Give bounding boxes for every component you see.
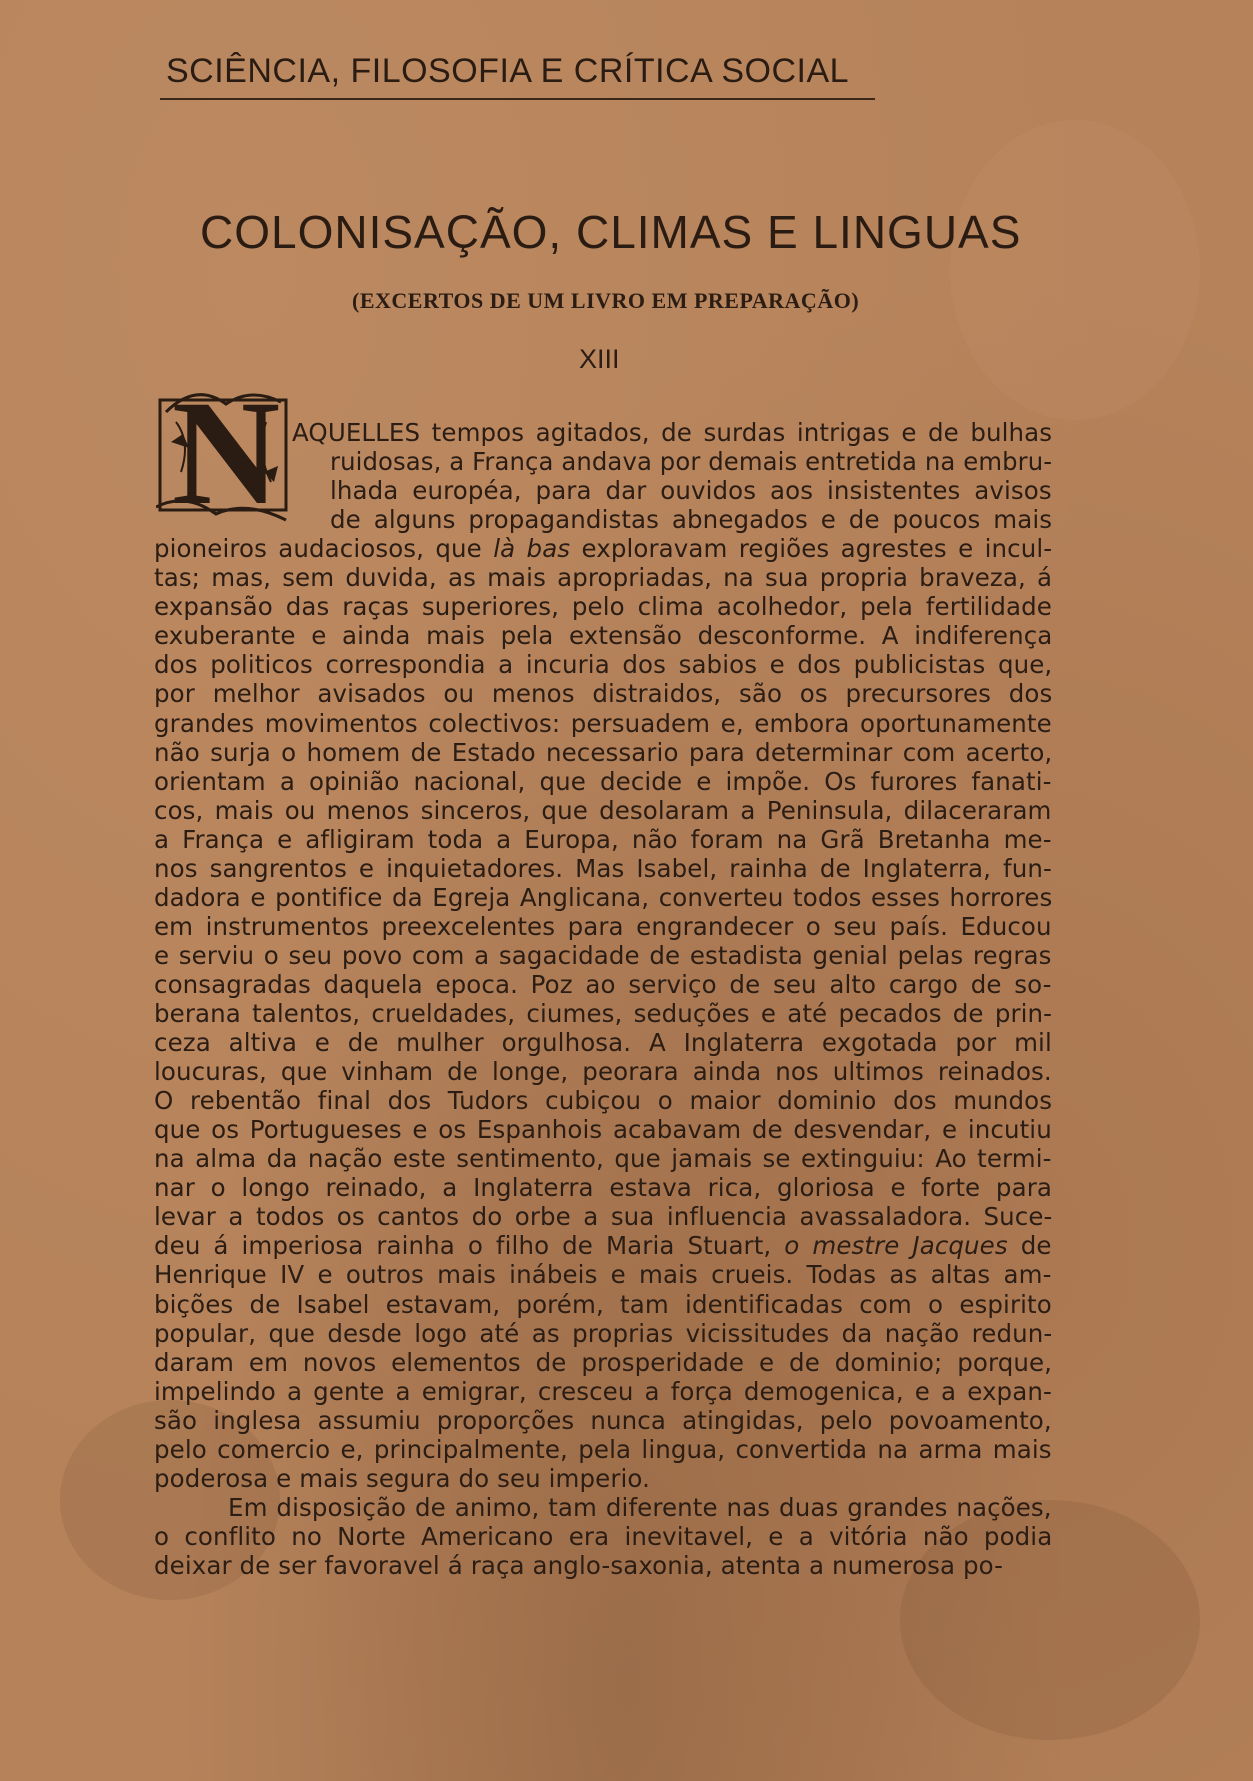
text-line: que os Portugueses e os Espanhois acabavam de desvendar, e incutiu xyxy=(154,1115,1052,1145)
text-line: O rebentão final dos Tudors cubiçou o maior dominio dos mundos xyxy=(154,1086,1053,1116)
text-line: Em disposição de animo, tam diferente nas duas grandes nações, xyxy=(228,1492,1052,1522)
text-line: lhada européa, para dar ouvidos aos insistentes avisos xyxy=(330,476,1052,506)
text-line: Henrique IV e outros mais inábeis e mais crueis. Todas as altas am- xyxy=(154,1260,1052,1290)
text-line: nar o longo reinado, a Inglaterra estava rica, gloriosa e forte para xyxy=(154,1173,1052,1203)
text-line: não surja o homem de Estado necessario para determinar com acerto, xyxy=(154,737,1053,767)
text-line: de alguns propagandistas abnegados e de poucos mais xyxy=(330,505,1053,535)
text-line: pelo comercio e, principalmente, pela lingua, convertida na arma mais xyxy=(154,1434,1052,1464)
text-line: a França e afligiram toda a Europa, não foram na Grã Bretanha me- xyxy=(154,824,1052,854)
text-line: são inglesa assumiu proporções nunca atingidas, pelo povoamento, xyxy=(154,1405,1052,1435)
text-line: grandes movimentos colectivos: persuadem e, embora oportunamente xyxy=(154,708,1052,738)
text-line: dadora e pontifice da Egreja Anglicana, converteu todos esses horrores xyxy=(154,882,1053,912)
article-subtitle: (EXCERTOS DE UM LIVRO EM PREPARAÇÃO) xyxy=(352,288,860,313)
text-line: expansão das raças superiores, pelo clima acolhedor, pela fertilidade xyxy=(154,592,1052,622)
drop-cap xyxy=(156,370,296,536)
header-rule xyxy=(160,98,875,100)
first-word: AQUELLES xyxy=(292,418,421,447)
text-line: orientam a opinião nacional, que decide e impõe. Os furores fanati- xyxy=(154,766,1052,796)
text-line: consagradas daquela epoca. Poz ao serviço de seu alto cargo de so- xyxy=(154,969,1052,999)
text-line: berana talentos, crueldades, ciumes, seduções e até pecados de prin- xyxy=(154,999,1053,1028)
drop-cap-letter: N xyxy=(171,370,281,536)
text-line: na alma da nação este sentimento, que jamais se extinguiu: Ao termi- xyxy=(154,1144,1052,1174)
article-title: COLONISAÇÃO, CLIMAS E LINGUAS xyxy=(200,206,1022,258)
text-line: o conflito no Norte Americano era inevitavel, e a vitória não podia xyxy=(154,1521,1053,1551)
text-line: daram em novos elementos de prosperidade e de dominio; porque, xyxy=(154,1347,1053,1377)
text-line: AQUELLES tempos agitados, de surdas intrigas e de bulhas xyxy=(292,418,1053,447)
chapter-number: XIII xyxy=(579,344,620,374)
text-line: impelindo a gente a emigrar, cresceu a força demogenica, e a expan- xyxy=(154,1376,1052,1406)
text-line: ceza altiva e de mulher orgulhosa. A Inglaterra exgotada por mil xyxy=(154,1028,1052,1058)
text-line: pioneiros audaciosos, que là bas exploravam regiões agrestes e incul- xyxy=(154,534,1053,564)
text-line: nos sangrentos e inquietadores. Mas Isabel, rainha de Inglaterra, fun- xyxy=(154,853,1052,883)
paper-stain xyxy=(950,120,1200,420)
text-line: popular, que desde logo até as proprias vicissitudes da nação redun- xyxy=(154,1318,1053,1348)
text-line: exuberante e ainda mais pela extensão desconforme. A indiferença xyxy=(154,621,1053,651)
text-line: tas; mas, sem duvida, as mais apropriadas, na sua propria braveza, á xyxy=(154,563,1053,593)
text-line: por melhor avisados ou menos distraidos, são os precursores dos xyxy=(154,679,1053,709)
text-line: poderosa e mais segura do seu imperio. xyxy=(154,1463,650,1493)
text-line: deu á imperiosa rainha o filho de Maria Stuart, o mestre Jacques de xyxy=(154,1231,1052,1261)
text-line: e serviu o seu povo com a sagacidade de estadista genial pelas regras xyxy=(154,940,1052,970)
text-line: loucuras, que vinham de longe, peorara ainda nos ultimos reinados. xyxy=(154,1057,1052,1087)
text-line: levar a todos os cantos do orbe a sua influencia avassaladora. Suce- xyxy=(154,1202,1053,1232)
text-line: ruidosas, a França andava por demais entretida na embru- xyxy=(330,447,1053,477)
text-line: cos, mais ou menos sinceros, que desolaram a Peninsula, dilaceraram xyxy=(154,795,1052,825)
text-line: em instrumentos preexcelentes para engrandecer o seu país. Educou xyxy=(154,911,1052,941)
text-line: dos politicos correspondia a incuria dos sabios e dos publicistas que, xyxy=(154,650,1053,680)
section-header: SCIÊNCIA, FILOSOFIA E CRÍTICA SOCIAL xyxy=(166,52,850,90)
text-line: bições de Isabel estavam, porém, tam identificadas com o espirito xyxy=(154,1289,1052,1319)
italic-phrase: o mestre Jacques xyxy=(784,1231,1008,1261)
italic-phrase: là bas xyxy=(493,534,571,564)
text-line: deixar de ser favoravel á raça anglo-saxonia, atenta a numerosa po- xyxy=(154,1550,1004,1580)
